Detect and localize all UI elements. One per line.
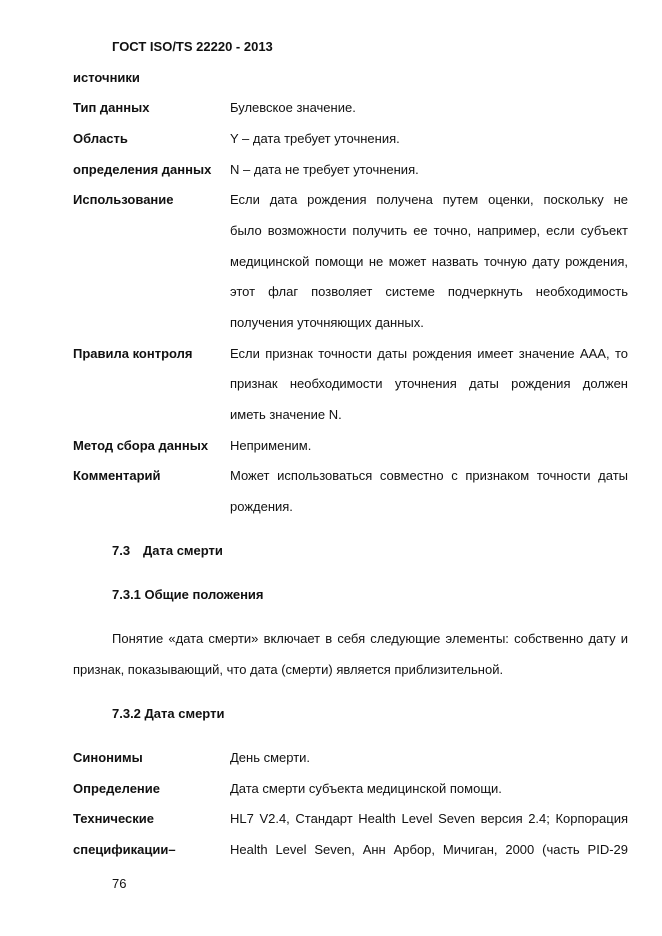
- section-7-3-1-heading: 7.3.1 Общие положения: [112, 587, 264, 602]
- usage-line: было возможности получить ее точно, например, если субъект: [230, 223, 628, 238]
- comment-label: Комментарий: [73, 468, 161, 483]
- usage-line: медицинской помощи не может назвать точную дату рождения,: [230, 254, 628, 269]
- specs-value-line1: HL7 V2.4, Стандарт Health Level Seven версия 2.4; Корпорация: [230, 811, 628, 826]
- definition-label: Определение: [73, 781, 161, 796]
- specs-label-line1: Технические: [73, 811, 154, 826]
- continued-term: источники: [73, 70, 140, 85]
- synonyms-value: День смерти.: [230, 750, 311, 765]
- synonyms-label: Синонимы: [73, 750, 143, 765]
- comment-line: Может использоваться совместно с признаком точности даты: [230, 468, 628, 483]
- usage-line: этот флаг позволяет системе подчеркнуть необходимость: [230, 284, 628, 299]
- section-7-3-2-heading: 7.3.2 Дата смерти: [112, 706, 225, 721]
- page-number: 76: [112, 876, 127, 891]
- section-7-3-1-paragraph-line1: Понятие «дата смерти» включает в себя следующие элементы: собственно дату и: [112, 631, 628, 646]
- usage-line: Если дата рождения получена путем оценки, поскольку не: [230, 192, 628, 207]
- collection-value: Неприменим.: [230, 438, 312, 453]
- section-7-3-number: 7.3: [112, 543, 131, 558]
- collection-label: Метод сбора данных: [73, 438, 209, 453]
- validation-line: Если признак точности даты рождения имеет значение ААА, то: [230, 346, 628, 361]
- document-header: ГОСТ ISO/TS 22220 - 2013: [112, 39, 273, 54]
- validation-line: признак необходимости уточнения даты рождения должен: [230, 376, 628, 391]
- data-type-value: Булевское значение.: [230, 100, 356, 115]
- validation-line: иметь значение N.: [230, 407, 342, 422]
- section-7-3-title: Дата смерти: [143, 543, 223, 558]
- domain-value-line2: N – дата не требует уточнения.: [230, 162, 419, 177]
- data-type-label: Тип данных: [73, 100, 150, 115]
- usage-line: получения уточняющих данных.: [230, 315, 424, 330]
- validation-label: Правила контроля: [73, 346, 193, 361]
- usage-label: Использование: [73, 192, 174, 207]
- domain-label-line2: определения данных: [73, 162, 212, 177]
- specs-value-line2: Health Level Seven, Анн Арбор, Мичиган, 2000 (часть PID-29: [230, 842, 628, 857]
- comment-line: рождения.: [230, 499, 293, 514]
- specs-label-line2: спецификации–: [73, 842, 176, 857]
- domain-label-line1: Область: [73, 131, 128, 146]
- definition-value: Дата смерти субъекта медицинской помощи.: [230, 781, 502, 796]
- domain-value-line1: Y – дата требует уточнения.: [230, 131, 400, 146]
- section-7-3-1-paragraph-line2: признак, показывающий, что дата (смерти) является приблизительной.: [73, 662, 504, 677]
